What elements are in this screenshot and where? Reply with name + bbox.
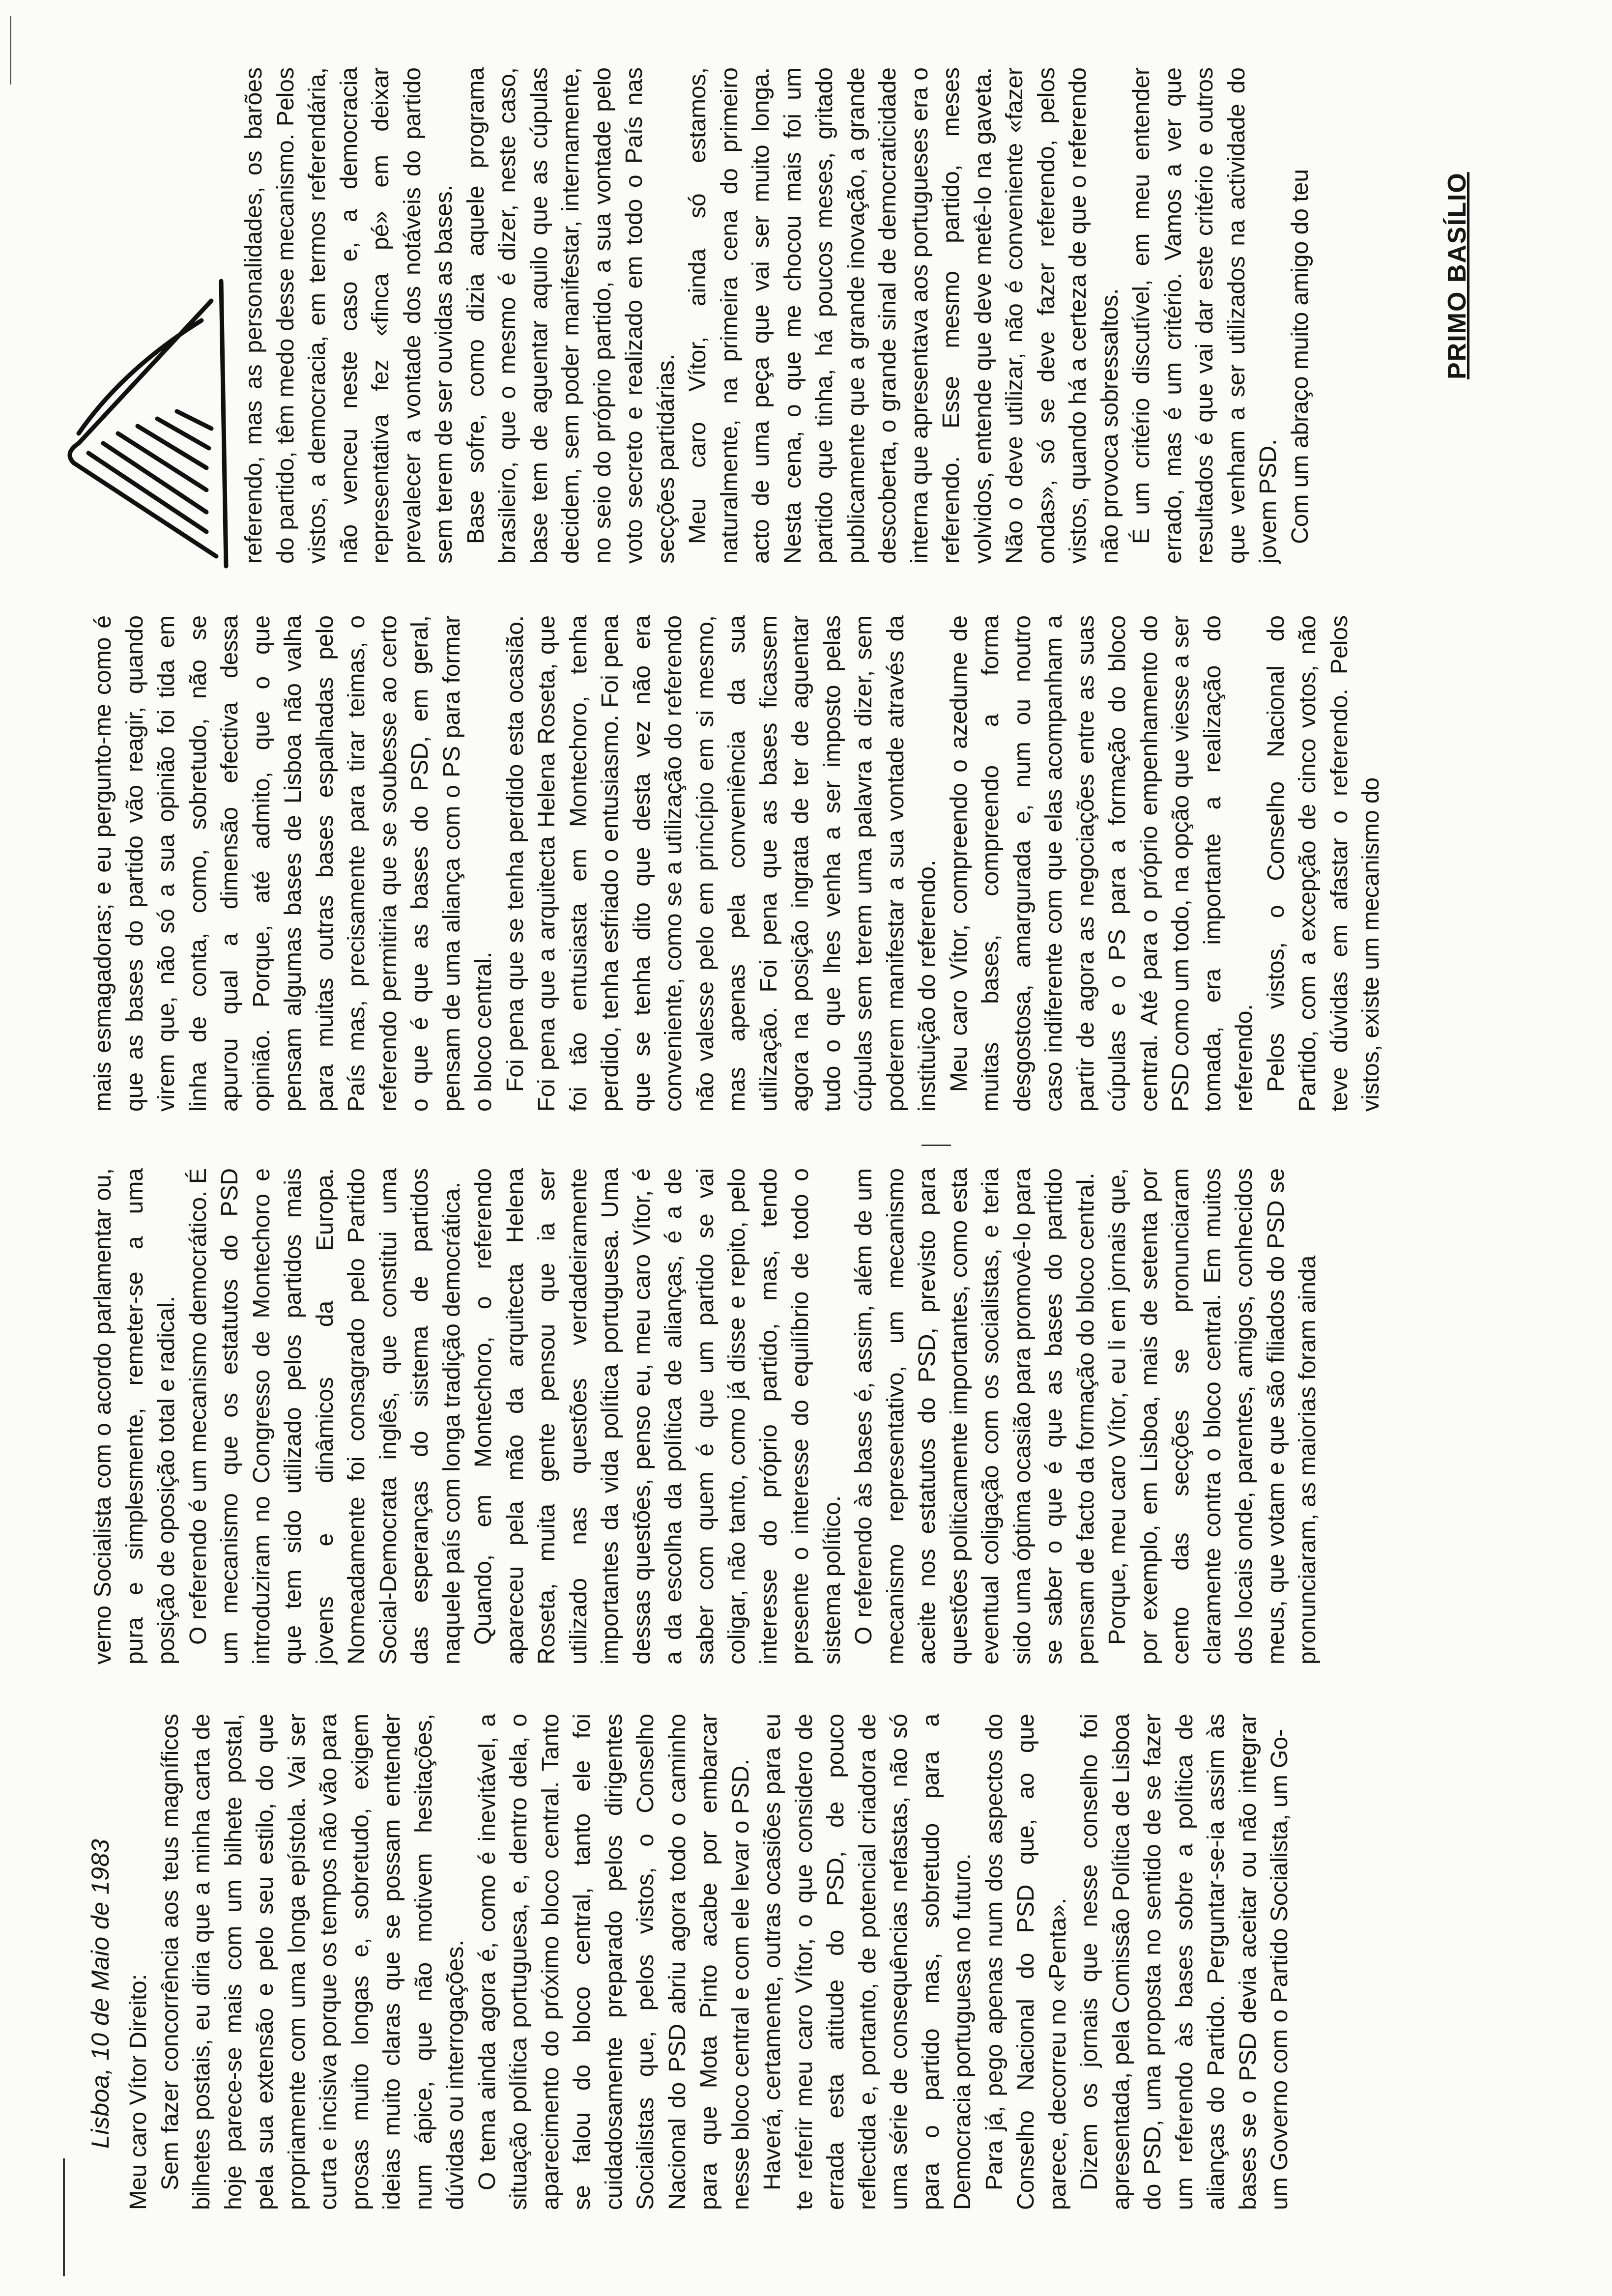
paragraph: Porque, meu caro Vítor, eu li em jornais que, por exemplo, em Lisboa, mais de setenta por cento das secções se pronunciaram claramente contra o bloco central. Em muitos dos locais onde, parentes, amigos, conhecidos meus, que votam e que são filiados do PSD se pronunciaram, as maiorias foram ainda: [1104, 1168, 1321, 1665]
paragraph: referendo, mas as personalidades, os barões do partido, têm medo desse mecanismo. Pelos vistos, a democracia, em termos referendária, não venceu neste caso e, a democracia representativa fez «finca pé» em deixar prevalecer a vontade dos notáveis do partido sem terem de ser ouvidas as bases.: [241, 67, 457, 564]
article-column-4: [238, 67, 1580, 564]
column-mark: [921, 1145, 951, 1146]
ink-fan-illustration: [44, 261, 231, 576]
salutation: Meu caro Vítor Direito:: [125, 1974, 151, 2210]
closing: Com um abraço muito amigo do teu: [1287, 169, 1313, 544]
header-rule: [63, 2158, 65, 2276]
paragraph: Foi pena que se tenha perdido esta ocasião. Foi pena que a arquitecta Helena Roseta, que foi tão entusiasta em Montechoro, tenha perdido, tenha esfriado o entusiasmo. Foi pena que se tenha dito que desta vez não era conveniente, como se a utilização do referendo não valesse pelo em princípio em si mesmo, mas apenas pela conveniência da sua utilização. Foi pena que as bases ficassem agora na posição ingrata de ter de aguentar tudo o que lhes venha a ser imposto pelas cúpulas sem terem uma palavra a dizer, sem poderem manifestar a sua vontade através da instituição do referendo.: [502, 615, 940, 1112]
paragraph: Pelos vistos, o Conselho Nacional do Partido, com a excepção de cinco votos, não teve dúvidas em afastar o referendo. Pelos vistos, existe um mecanismo do: [1263, 615, 1384, 1112]
article-column-2: [87, 1168, 1582, 1665]
paragraph: Sem fazer concorrência aos teus magníficos bilhetes postais, eu diria que a minha carta de hoje parece-se mais com um bilhete postal, pela sua extensão e pelo seu estilo, do que propriamente com uma longa epístola. Vai ser curta e incisiva porque os tempos não vão para prosas muito longas e, sobretudo, exigem ideias muito claras que se possam entender num ápice, que não motivem hesitações, dúvidas ou interrogações.: [157, 1714, 468, 2210]
paragraph: Meu caro Vítor, compreendo o azedume de muitas bases, compreendo a forma desgostosa, amargurada e, num ou noutro caso indiferente com que elas acompanham a partir de agora as negociações entre as suas cúpulas e o PS para a formação do bloco central. Até para o próprio empenhamento do PSD como um todo, na opção que viesse a ser tomada, era importante a realização do referendo.: [946, 615, 1257, 1112]
scan-mark: [10, 16, 11, 85]
paragraph: Base sofre, como dizia aquele programa brasileiro, que o mesmo é dizer, neste caso, base tem de aguentar aquilo que as cúpulas decidem, sem poder manifestar, internamente, no seio do próprio partido, a sua vontade pelo voto secreto e realizado em todo o País nas secções partidárias.: [462, 67, 679, 564]
paragraph: O referendo às bases é, assim, além de um mecanismo representativo, um mecanismo aceite nos estatutos do PSD, previsto para questões politicamente importantes, como esta eventual coligação com os socialistas, e teria sido uma óptima ocasião para promovê-lo para se saber o que é que as bases do partido pensam de facto da formação do bloco central.: [851, 1168, 1099, 1665]
paragraph: O referendo é um mecanismo democrático. É um mecanismo que os estatutos do PSD introduziram no Congresso de Montechoro e que tem sido utilizado pelos partidos mais jovens e dinâmicos da Europa. Nomeadamente foi consagrado pelo Partido Social-Democrata inglês, que constitui uma das esperanças do sistema de partidos naquele país com longa tradição democrática.: [185, 1168, 465, 1665]
dateline: Lisboa, 10 de Maio de 1983: [86, 1838, 114, 2149]
signature: PRIMO BASÍLIO: [1443, 172, 1471, 379]
paragraph: Dizem os jornais que nesse conselho foi apresentada, pela Comissão Política de Lisboa do PSD, uma proposta no sentido de se fazer um referendo às bases sobre a política de alianças do Partido. Perguntar-se-ia assim às bases se o PSD devia aceitar ou não integrar um Governo com o Partido Socialista, um Go-: [1076, 1714, 1293, 2210]
paragraph: Meu caro Vítor, ainda só estamos, naturalmente, na primeira cena do primeiro acto de uma peça que vai ser muito longa. Nesta cena, o que me chocou mais foi um partido que tinha, há poucos meses, gritado publicamente que a grande inovação, a grande descoberta, o grande sinal de democraticidade interna que apresentava aos portugueses era o referendo. Esse mesmo partido, meses volvidos, entende que deve metê-lo na gaveta. Não o deve utilizar, não é conveniente «fazer ondas», só se deve fazer referendo, pelos vistos, quando há a certeza de que o referendo não provoca sobressaltos.: [685, 67, 1123, 564]
article-column-1: [123, 1714, 1578, 2210]
paragraph: O tema ainda agora é, como é inevitável, a situação política portuguesa, e, dentro dela, o aparecimento do próximo bloco central. Tanto se falou do bloco central, tanto ele foi cuidadosamente preparado pelos dirigentes Socialistas que, pelos vistos, o Conselho Nacional do PSD abriu agora todo o caminho para que Mota Pinto acabe por embarcar nesse bloco central e com ele levar o PSD.: [474, 1714, 754, 2210]
article-column-3: [87, 615, 1582, 1112]
paragraph: É um critério discutível, em meu entender errado, mas é um critério. Vamos a ver que resultados é que vai dar este critério e outros que venham a ser utilizados na actividade do jovem PSD.: [1128, 67, 1281, 564]
paragraph: Para já, pego apenas num dos aspectos do Conselho Nacional do PSD que, ao que parece, decorreu no «Penta».: [981, 1714, 1071, 2210]
paragraph: Haverá, certamente, outras ocasiões para eu te referir meu caro Vítor, o que considero de errada esta atitude do PSD, de pouco reflectida e, portanto, de potencial criadora de uma série de consequências nefastas, não só para o partido mas, sobretudo para a Democracia portuguesa no futuro.: [759, 1714, 976, 2210]
paragraph: mais esmagadoras; e eu pergunto-me como é que as bases do partido vão reagir, quando virem que, não só a sua opinião foi tida em linha de conta, como, sobretudo, não se apurou qual a dimensão efectiva dessa opinião. Porque, até admito, que o que pensam algumas bases de Lisboa não valha para muitas outras bases espalhadas pelo País mas, precisamente para tirar teimas, o referendo permitiria que se soubesse ao certo o que é que as bases do PSD, em geral, pensam de uma aliança com o PS para formar o bloco central.: [90, 615, 496, 1112]
paragraph: verno Socialista com o acordo parlamentar ou, pura e simplesmente, remeter-se a uma posição de oposição total e radical.: [90, 1168, 179, 1665]
paragraph: Quando, em Montechoro, o referendo apareceu pela mão da arquitecta Helena Roseta, muita gente pensou que ia ser utilizado nas questões verdadeiramente importantes da vida política portuguesa. Uma dessas questões, penso eu, meu caro Vítor, é a da escolha da política de alianças, é a de saber com quem é que um partido se vai coligar, não tanto, como já disse e repito, pelo interesse do próprio partido, mas, tendo presente o interesse do equilíbrio de todo o sistema político.: [470, 1168, 845, 1665]
